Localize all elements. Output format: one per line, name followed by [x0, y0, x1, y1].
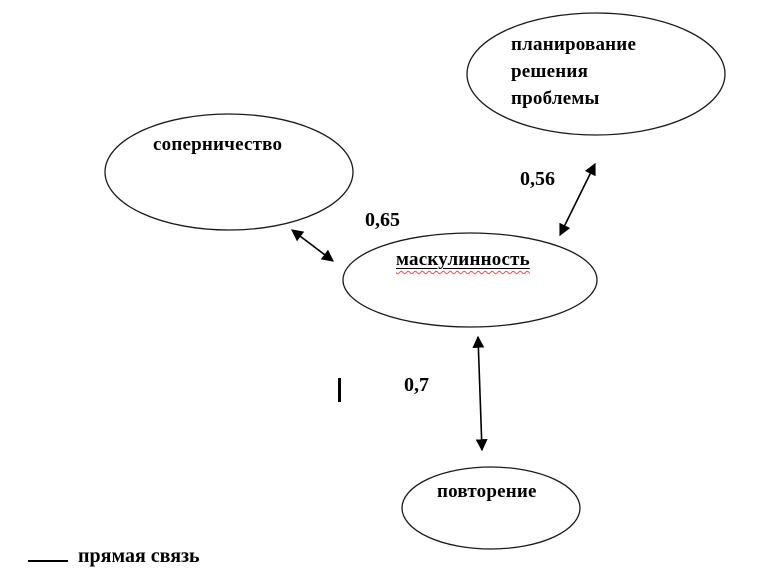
planning-line-1: планирование	[511, 34, 637, 55]
edge-value-masculinity-rivalry: 0,65	[365, 209, 400, 231]
node-label-planning	[511, 31, 636, 112]
legend-label: прямая связь	[78, 545, 200, 567]
stray-cursor-mark	[338, 378, 341, 402]
masculinity-text: маскулинность	[396, 249, 530, 270]
edge-value-masculinity-repetition: 0,7	[404, 374, 429, 396]
planning-line-2: решения	[511, 61, 589, 82]
edge-value-masculinity-planning: 0,56	[520, 168, 555, 190]
node-label-repetition: повторение	[437, 481, 537, 502]
rivalry-node-ellipse	[105, 114, 353, 230]
repetition-node-ellipse	[402, 467, 580, 549]
edge-masculinity-planning-arrow	[560, 164, 595, 235]
edge-masculinity-repetition-arrow	[478, 337, 482, 450]
masculinity-underline	[396, 249, 530, 270]
node-label-rivalry: соперничество	[153, 134, 283, 155]
edge-masculinity-rivalry-arrow	[292, 230, 333, 261]
masculinity-node-ellipse	[343, 233, 597, 327]
node-label-masculinity	[396, 249, 530, 271]
planning-line-3: проблемы	[511, 88, 600, 109]
